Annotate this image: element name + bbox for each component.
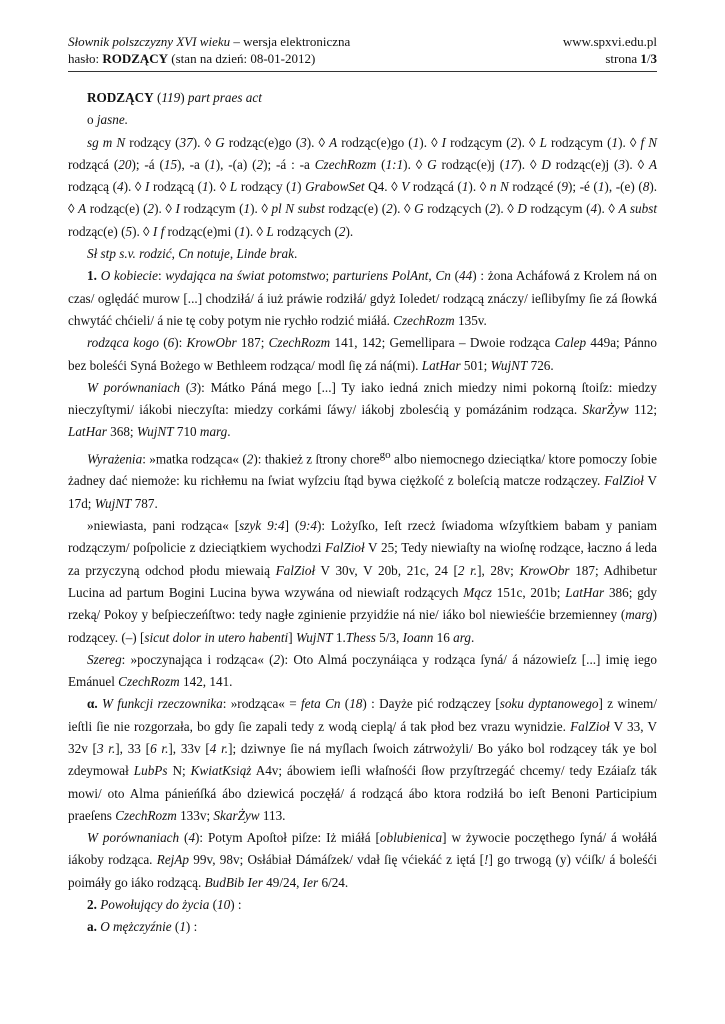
dictionary-title: Słownik polszczyzny XVI wieku – wersja elektroniczna xyxy=(68,34,351,49)
sense-2-paragraph: 2. Powołujący do życia (10) : xyxy=(87,897,242,913)
expression-woman-paragraph: »niewiasta, pani rodząca« [szyk 9:4] (9:4): Lożyſko, Ieſt rzecż ſwiadoma wſzyſtkiem babam y paniam rodzączym/ poſpolicie z dzieciątkiem wychodzi FalZioł V 25; Tedy niewiaſty na wioſnę rodzące, łaczno á leda za przyczyną odchod płodu miewaią FalZioł V 30v, V 20b, 21c, 24 [2 r.], 28v; KrowObr 187; Adhibetur Lucina ad partum Bogini Lucina bywa wzywána od niewiaſt rodzących Mącz 151c, 201b; LatHar 386; gdy rzeką/ Pokoy y beſpieczeńſtwo: tedy nagłe zginienie przyidźie ná nie/ iáko bol niewieśćie brzemienney (marg) rodzącey. (–) [sicut dolor in utero habenti] WujNT 1.Thess 5/3, Ioann 16 arg. xyxy=(68,518,658,645)
pronunciation-note: o jasne. xyxy=(87,112,129,128)
entry-body xyxy=(68,87,657,939)
noun-function-paragraph: α. W funkcji rzeczownika: »rodząca« = feta Cn (18) : Dayże pić rodzączey [soku dyptanowego] z winem/ ieſtli ſie nie rozgorzała, bo gdy ſie zapali tedy z wodą cieplą/ á tak płod bez vrazu wynidzie. FalZioł V 33, V 32v [3 r.], 33 [6 r.], 33v [4 r.]; dziwnye ſie ná myſlach ſwoich zátrwożyli/ Bo yáko bol rodzącey ták ye bol zdeymował LubPs N; KwiatKsiąż A4v; ábowiem ieſli właſnośći ſłow przyſtrzegáć chcemy/ tedy Ezáiaſz ták mowi/ oto Alma pánieńſká ábo dziewicá poczęłá/ á rodzącá ábo ktora rodziłá bo ieſt Benoni Participium praeſens CzechRozm 133v; SkarŻyw 113. xyxy=(68,696,658,823)
expressions-paragraph: Wyrażenia: »matka rodząca« (2): thakież z ſtrony chore$^{go}$ albo niemocnego dzieciątka/ ktore pomoczy ſobie żadney dać niemoże: ku richłemu na ſwiat wyſzciu ſtąd bywa ciężkoſć z boleſcią matcze rodzączey. FalZioł V 17d; WujNT 787. xyxy=(68,448,657,511)
inflection-paragraph: sg m N rodzący (37). ◊ G rodząc(e)go (3). ◊ A rodząc(e)go (1). ◊ I rodzącym (2). ◊ L rodzącym (1). ◊ f N rodzącá (20); -á (15), -a (1), -(a) (2); -á : -a CzechRozm (1:1). ◊ G rodząc(e)j (17). ◊ D rodząc(e)j (3). ◊ A rodzącą (4). ◊ I rodzącą (1). ◊ L rodzący (1) GrabowSet Q4. ◊ V rodzącá (1). ◊ n N rodzącé (9); -é (1), -(e) (8). ◊ A rodząc(e) (2). ◊ I rodzącym (1). ◊ pl N subst rodząc(e) (2). ◊ G rodzących (2). ◊ D rodzącym (4). ◊ A subst rodząc(e) (5). ◊ I f rodząc(e)mi (1). ◊ L rodzących (2). xyxy=(68,134,658,239)
sense-1-paragraph: 1. O kobiecie: wydająca na świat potomstwo; parturiens PolAnt, Cn (44) : żona Acháfowá z Krolem ná on czas/ oględáć murow [...] chodziłá/ á iuż práwie rodziłá/ gdyż Ioledet/ rodzącą znáczy/ ieſlibyſmy ſie zá ſłowká chwytáć chćieli/ á nie tę coby potym nie rychło rodzić miáłá. CzechRozm 135v. xyxy=(68,268,657,328)
website-url[interactable]: www.spxvi.edu.pl xyxy=(562,34,657,49)
entry-heading-info: hasło: RODZĄCY (stan na dzień: 08-01-2012) xyxy=(68,51,316,66)
page-header-line-2 xyxy=(68,50,657,67)
comparisons-paragraph: W porównaniach (3): Mátko Páná mego [...] Ty iako iedná znich miedzy nimi pokorną ſtoiſz: miedzy nieczyſtymi/ iákobi nieczyſta: miedzy corkámi ſáwy/ iákobj zbolesćią y pomázánim rodząca. SkarŻyw 112; LatHar 368; WujNT 710 marg. xyxy=(68,379,657,440)
header-divider xyxy=(68,71,657,72)
dictionary-references: Sł stp s.v. rodzić, Cn notuje, Linde brak. xyxy=(87,246,298,262)
series-paragraph: Szereg: »poczynająca i rodząca« (2): Oto Almá poczynáiąca y rodząca ſyná/ á názowieſz [...] imię iego Emánuel CzechRozm 142, 141. xyxy=(68,651,657,690)
sense-2a-paragraph: a. O mężczyźnie (1) : xyxy=(87,919,198,935)
entry-headword: RODZĄCY (119) part praes act xyxy=(87,90,262,105)
page-header-line-1 xyxy=(68,33,657,50)
page-number: strona 1/3 xyxy=(605,51,657,66)
comparisons-paragraph-2: W porównaniach (4): Potym Apoſtoł piſze: Iż miáłá [oblubienica] w żywocie poczęthego ſyná/ á wołáłá iákoby rodząca. RejAp 99v, 98v; Osłábiał Dámáſzek/ vdał ſię vćiekáć z iętá [!] go trwogą (y) vćiſk/ á boleśći poimáły go iáko rodzącą. BudBib Ier 49/24, Ier 6/24. xyxy=(68,830,657,890)
collocation-paragraph: rodząca kogo (6): KrowObr 187; CzechRozm 141, 142; Gemellipara – Dwoie rodząca Calep 449a; Pánno bez boleśći Syná Bożego w Bethleem rodząca/ modl ſię zá ná(mi). LatHar 501; WujNT 726. xyxy=(68,335,657,373)
